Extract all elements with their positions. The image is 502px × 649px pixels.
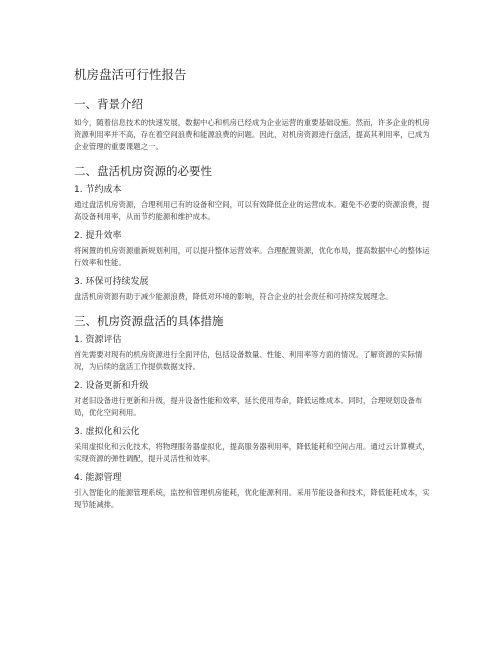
document-page <box>74 66 436 511</box>
document-title: 机房盘活可行性报告 <box>74 67 187 82</box>
paragraph-virtualization: 采用虚拟化和云化技术，将物理服务器虚拟化，提高服务器利用率，降低能耗和空间占用。通过云计算模式，实现资源的弹性调配，提升灵活性和效率。 <box>74 442 430 463</box>
section-heading-necessity: 二、盘活机房资源的必要性 <box>74 164 212 178</box>
paragraph-efficiency: 将闲置的机房资源重新规划利用，可以提升整体运营效率。合理配置资源，优化布局，提高数据中心的整体运行效率和性能。 <box>74 246 430 267</box>
paragraph-equipment-upgrade: 对老旧设备进行更新和升级，提升设备性能和效率，延长使用寿命，降低运维成本。同时，合理规划设备布局，优化空间利用。 <box>74 396 423 417</box>
section-paragraph-background: 如今，随着信息技术的快速发展，数据中心和机房已经成为企业运营的重要基础设施。然而，许多企业的机房资源利用率并不高，存在着空间浪费和能源浪费的问题。因此，对机房资源进行盘活，提高其利用率，已成为企业管理的重要课题之一。 <box>74 118 430 151</box>
subheading-resource-assessment: 1. 资源评估 <box>74 335 122 345</box>
section-heading-measures: 三、机房资源盘活的具体措施 <box>74 314 224 328</box>
subheading-virtualization: 3. 虚拟化和云化 <box>74 427 140 437</box>
subheading-equipment-upgrade: 2. 设备更新和升级 <box>74 381 149 391</box>
subheading-sustainability: 3. 环保可持续发展 <box>74 277 149 287</box>
paragraph-resource-assessment: 首先需要对现有的机房资源进行全面评估，包括设备数量、性能、利用率等方面的情况。了解资源的实际情况，为后续的盘活工作提供数据支持。 <box>74 350 423 371</box>
subheading-efficiency: 2. 提升效率 <box>74 231 122 241</box>
paragraph-energy-management: 引入智能化的能源管理系统，监控和管理机房能耗，优化能源利用。采用节能设备和技术，降低能耗成本，实现节能减排。 <box>74 488 430 509</box>
subheading-energy-management: 4. 能源管理 <box>74 473 122 483</box>
section-heading-background: 一、背景介绍 <box>74 97 143 111</box>
subheading-cost-saving: 1. 节约成本 <box>74 185 122 195</box>
paragraph-cost-saving: 通过盘活机房资源，合理利用已有的设备和空间，可以有效降低企业的运营成本。避免不必要的资源浪费，提高设备利用率，从而节约能源和维护成本。 <box>74 200 430 221</box>
paragraph-sustainability: 盘活机房资源有助于减少能源浪费，降低对环境的影响，符合企业的社会责任和可持续发展理念。 <box>74 292 393 301</box>
